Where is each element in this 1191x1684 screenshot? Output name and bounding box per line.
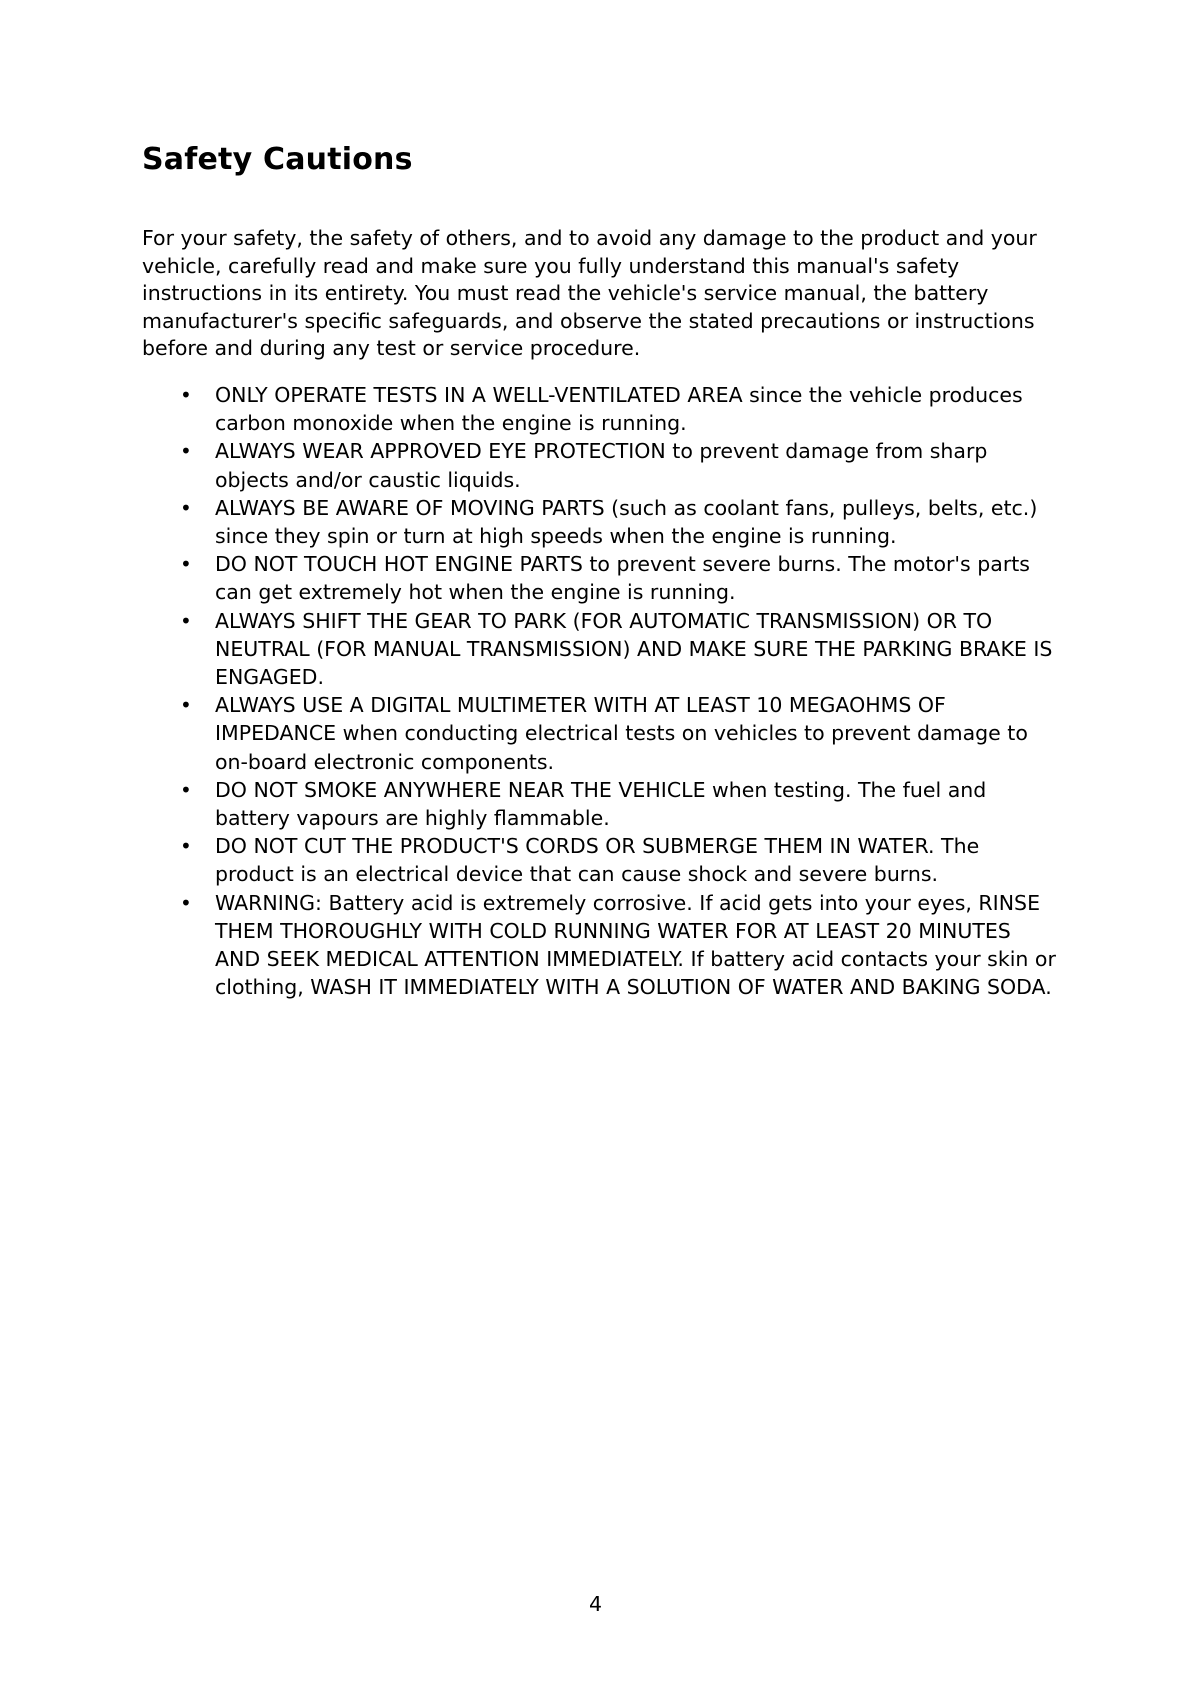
bullet-icon: • xyxy=(180,552,192,577)
bullet-icon: • xyxy=(180,777,192,802)
bullet-icon: • xyxy=(180,608,192,633)
caution-text: ALWAYS USE A DIGITAL MULTIMETER WITH AT LEAST 10 MEGAOHMS OF IMPEDANCE when conducting electrical tests on vehicles to prevent damage to on-board electronic components. xyxy=(215,693,1028,774)
caution-text: ONLY OPERATE TESTS IN A WELL-VENTILATED AREA since the vehicle produces carbon monoxide when the engine is running. xyxy=(215,383,1023,436)
caution-text: WARNING: Battery acid is extremely corrosive. If acid gets into your eyes, RINSE THEM THOROUGHLY WITH COLD RUNNING WATER FOR AT LEAST 20 MINUTES AND SEEK MEDICAL ATTENTION IMMEDIATELY. If battery acid contacts your skin or clothing, WASH IT IMMEDIATELY WITH A SOLUTION OF WATER AND BAKING SODA. xyxy=(215,890,1056,1000)
caution-item xyxy=(142,607,1062,692)
caution-item xyxy=(142,889,1062,1002)
caution-text: ALWAYS BE AWARE OF MOVING PARTS (such as coolant fans, pulleys, belts, etc.) since they spin or turn at high speeds when the engine is running. xyxy=(215,495,1038,549)
caution-item xyxy=(142,691,1062,776)
bullet-icon: • xyxy=(180,439,192,464)
bullet-icon: • xyxy=(180,890,192,915)
caution-item xyxy=(142,437,1062,493)
bullet-icon: • xyxy=(180,693,192,718)
caution-item xyxy=(142,494,1062,550)
bullet-icon: • xyxy=(180,495,192,520)
caution-text: ALWAYS WEAR APPROVED EYE PROTECTION to prevent damage from sharp objects and/or caustic liquids. xyxy=(215,439,988,492)
page-number: 4 xyxy=(588,1592,603,1616)
bullet-icon: • xyxy=(180,834,192,859)
caution-item xyxy=(142,381,1062,437)
caution-item xyxy=(142,832,1062,888)
caution-text: DO NOT SMOKE ANYWHERE NEAR THE VEHICLE when testing. The fuel and battery vapours are highly flammable. xyxy=(215,777,987,831)
caution-text: ALWAYS SHIFT THE GEAR TO PARK (FOR AUTOMATIC TRANSMISSION) OR TO NEUTRAL (FOR MANUAL TRANSMISSION) AND MAKE SURE THE PARKING BRAKE IS ENGAGED. xyxy=(215,608,1053,690)
caution-text: DO NOT TOUCH HOT ENGINE PARTS to prevent severe burns. The motor's parts can get extremely hot when the engine is running. xyxy=(215,552,1030,605)
page-title: Safety Cautions xyxy=(142,142,413,177)
bullet-icon: • xyxy=(180,383,192,407)
intro-paragraph: For your safety, the safety of others, and to avoid any damage to the product and your vehicle, carefully read and make sure you fully understand this manual's safety instructions in its entirety. You must read the vehicle's service manual, the battery manufacturer's specific safeguards, and observe the stated precautions or instructions before and during any test or service procedure. xyxy=(142,226,1037,360)
caution-item xyxy=(142,776,1062,832)
caution-item xyxy=(142,550,1062,606)
caution-text: DO NOT CUT THE PRODUCT'S CORDS OR SUBMERGE THEM IN WATER. The product is an electrical device that can cause shock and severe burns. xyxy=(215,834,980,887)
caution-list xyxy=(142,381,1062,1001)
